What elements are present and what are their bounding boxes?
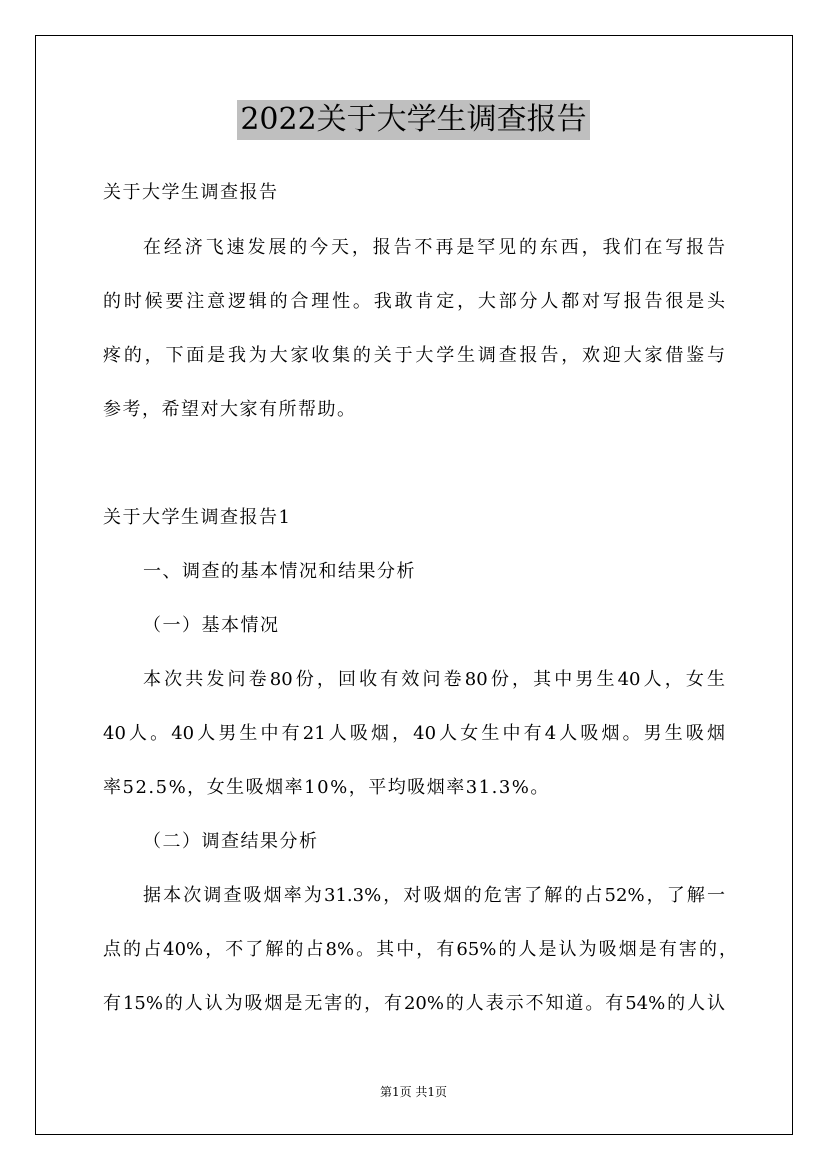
document-title: 2022关于大学生调查报告 <box>237 100 589 140</box>
page-footer: 第1页 共1页 <box>379 1085 448 1099</box>
paragraph-line: 疼的，下面是我为大家收集的关于大学生调查报告，欢迎大家借鉴与 <box>103 345 725 366</box>
paragraph-line: 点的占40%，不了解的占8%。其中，有65%的人是认为吸烟是有害的， <box>103 939 737 960</box>
subsection-heading: （二）调查结果分析 <box>143 831 319 852</box>
paragraph-line: 40人。40人男生中有21人吸烟，40人女生中有4人吸烟。男生吸烟 <box>103 723 725 744</box>
paragraph-line: 本次共发问卷80份，回收有效问卷80份，其中男生40人，女生 <box>143 669 725 690</box>
paragraph-line: 率52.5%，女生吸烟率10%，平均吸烟率31.3%。 <box>103 777 550 798</box>
paragraph-line: 在经济飞速发展的今天，报告不再是罕见的东西，我们在写报告 <box>143 237 725 258</box>
section-heading: 关于大学生调查报告1 <box>103 507 292 528</box>
subtitle: 关于大学生调查报告 <box>103 182 279 203</box>
section-heading: 一、调查的基本情况和结果分析 <box>143 561 416 582</box>
subsection-heading: （一）基本情况 <box>143 615 280 636</box>
paragraph-line: 据本次调查吸烟率为31.3%，对吸烟的危害了解的占52%，了解一 <box>143 885 725 906</box>
title-container <box>0 100 827 140</box>
paragraph-line: 参考，希望对大家有所帮助。 <box>103 399 357 420</box>
paragraph-line: 的时候要注意逻辑的合理性。我敢肯定，大部分人都对写报告很是头 <box>103 291 725 312</box>
paragraph-line: 有15%的人认为吸烟是无害的，有20%的人表示不知道。有54%的人认 <box>103 993 725 1014</box>
